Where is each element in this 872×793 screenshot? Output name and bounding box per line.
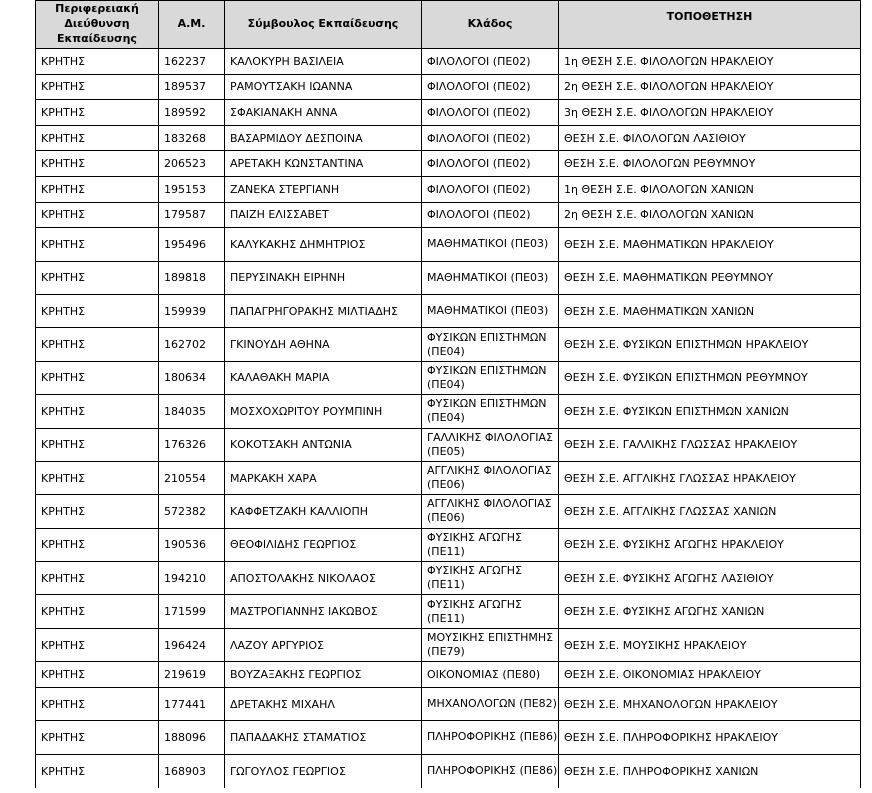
cell-advisor: ΚΑΦΦΕΤΖΑΚΗ ΚΑΛΛΙΟΠΗ — [225, 495, 422, 528]
cell-placement: ΘΕΣΗ Σ.Ε. ΜΑΘΗΜΑΤΙΚΩΝ ΧΑΝΙΩΝ — [559, 294, 861, 327]
table-row — [36, 228, 861, 261]
cell-placement: ΘΕΣΗ Σ.Ε. ΜΟΥΣΙΚΗΣ ΗΡΑΚΛΕΙΟΥ — [559, 628, 861, 661]
table-row — [36, 628, 861, 661]
cell-am: 572382 — [159, 495, 225, 528]
cell-placement: ΘΕΣΗ Σ.Ε. ΦΥΣΙΚΩΝ ΕΠΙΣΤΗΜΩΝ ΗΡΑΚΛΕΙΟΥ — [559, 328, 861, 361]
cell-branch: ΦΙΛΟΛΟΓΟΙ (ΠΕ02) — [422, 74, 559, 100]
table-row — [36, 49, 861, 75]
cell-placement: 1η ΘΕΣΗ Σ.Ε. ΦΙΛΟΛΟΓΩΝ ΧΑΝΙΩΝ — [559, 176, 861, 202]
cell-branch: ΦΙΛΟΛΟΓΟΙ (ΠΕ02) — [422, 176, 559, 202]
cell-am: 159939 — [159, 294, 225, 327]
placements-table — [35, 0, 861, 788]
cell-am: 162237 — [159, 49, 225, 75]
table-row — [36, 687, 861, 720]
cell-region: ΚΡΗΤΗΣ — [36, 176, 159, 202]
header-branch: Κλάδος — [422, 1, 559, 49]
cell-placement: ΘΕΣΗ Σ.Ε. ΜΑΘΗΜΑΤΙΚΩΝ ΗΡΑΚΛΕΙΟΥ — [559, 228, 861, 261]
cell-placement: ΘΕΣΗ Σ.Ε. ΦΥΣΙΚΗΣ ΑΓΩΓΗΣ ΗΡΑΚΛΕΙΟΥ — [559, 528, 861, 561]
cell-am: 189592 — [159, 100, 225, 126]
cell-advisor: ΚΑΛΟΚΥΡΗ ΒΑΣΙΛΕΙΑ — [225, 49, 422, 75]
header-region: Περιφερειακή Διεύθυνση Εκπαίδευσης — [36, 1, 159, 49]
cell-placement: ΘΕΣΗ Σ.Ε. ΠΛΗΡΟΦΟΡΙΚΗΣ ΧΑΝΙΩΝ — [559, 754, 861, 787]
table-row — [36, 74, 861, 100]
cell-region: ΚΡΗΤΗΣ — [36, 125, 159, 151]
cell-am: 183268 — [159, 125, 225, 151]
cell-placement: ΘΕΣΗ Σ.Ε. ΑΓΓΛΙΚΗΣ ΓΛΩΣΣΑΣ ΧΑΝΙΩΝ — [559, 495, 861, 528]
cell-am: 177441 — [159, 687, 225, 720]
table-row — [36, 461, 861, 494]
cell-region: ΚΡΗΤΗΣ — [36, 328, 159, 361]
table-row — [36, 361, 861, 394]
cell-branch: ΦΥΣΙΚΗΣ ΑΓΩΓΗΣ (ΠΕ11) — [422, 528, 559, 561]
cell-region: ΚΡΗΤΗΣ — [36, 428, 159, 461]
cell-am: 176326 — [159, 428, 225, 461]
cell-advisor: ΖΑΝΕΚΑ ΣΤΕΡΓΙΑΝΗ — [225, 176, 422, 202]
cell-region: ΚΡΗΤΗΣ — [36, 595, 159, 628]
cell-advisor: ΡΑΜΟΥΤΣΑΚΗ ΙΩΑΝΝΑ — [225, 74, 422, 100]
cell-region: ΚΡΗΤΗΣ — [36, 495, 159, 528]
table-row — [36, 595, 861, 628]
table-row — [36, 495, 861, 528]
cell-advisor: ΒΑΣΑΡΜΙΔΟΥ ΔΕΣΠΟΙΝΑ — [225, 125, 422, 151]
cell-am: 184035 — [159, 395, 225, 428]
cell-branch: ΦΙΛΟΛΟΓΟΙ (ΠΕ02) — [422, 151, 559, 177]
cell-branch: ΑΓΓΛΙΚΗΣ ΦΙΛΟΛΟΓΙΑΣ (ΠΕ06) — [422, 495, 559, 528]
cell-am: 196424 — [159, 628, 225, 661]
header-placement: ΤΟΠΟΘΕΤΗΣΗ — [559, 1, 861, 49]
cell-am: 179587 — [159, 202, 225, 228]
cell-am: 189818 — [159, 261, 225, 294]
cell-am: 206523 — [159, 151, 225, 177]
cell-branch: ΜΑΘΗΜΑΤΙΚΟΙ (ΠΕ03) — [422, 294, 559, 327]
table-row — [36, 125, 861, 151]
cell-advisor: ΠΑΠΑΓΡΗΓΟΡΑΚΗΣ ΜΙΛΤΙΑΔΗΣ — [225, 294, 422, 327]
cell-advisor: ΑΠΟΣΤΟΛΑΚΗΣ ΝΙΚΟΛΑΟΣ — [225, 562, 422, 595]
table-header-row — [36, 1, 861, 49]
table-row — [36, 100, 861, 126]
table-row — [36, 428, 861, 461]
cell-advisor: ΓΩΓΟΥΛΟΣ ΓΕΩΡΓΙΟΣ — [225, 754, 422, 787]
cell-advisor: ΠΑΠΑΔΑΚΗΣ ΣΤΑΜΑΤΙΟΣ — [225, 721, 422, 754]
cell-region: ΚΡΗΤΗΣ — [36, 361, 159, 394]
cell-branch: ΠΛΗΡΟΦΟΡΙΚΗΣ (ΠΕ86) — [422, 721, 559, 754]
cell-advisor: ΘΕΟΦΙΛΙΔΗΣ ΓΕΩΡΓΙΟΣ — [225, 528, 422, 561]
cell-advisor: ΜΑΡΚΑΚΗ ΧΑΡΑ — [225, 461, 422, 494]
table-row — [36, 176, 861, 202]
cell-advisor: ΑΡΕΤΑΚΗ ΚΩΝΣΤΑΝΤΙΝΑ — [225, 151, 422, 177]
cell-region: ΚΡΗΤΗΣ — [36, 100, 159, 126]
table-row — [36, 202, 861, 228]
cell-advisor: ΣΦΑΚΙΑΝΑΚΗ ΑΝΝΑ — [225, 100, 422, 126]
cell-placement: ΘΕΣΗ Σ.Ε. ΦΥΣΙΚΩΝ ΕΠΙΣΤΗΜΩΝ ΡΕΘΥΜΝΟΥ — [559, 361, 861, 394]
cell-placement: ΘΕΣΗ Σ.Ε. ΦΙΛΟΛΟΓΩΝ ΡΕΘΥΜΝΟΥ — [559, 151, 861, 177]
cell-region: ΚΡΗΤΗΣ — [36, 49, 159, 75]
cell-branch: ΜΟΥΣΙΚΗΣ ΕΠΙΣΤΗΜΗΣ (ΠΕ79) — [422, 628, 559, 661]
cell-placement: 3η ΘΕΣΗ Σ.Ε. ΦΙΛΟΛΟΓΩΝ ΗΡΑΚΛΕΙΟΥ — [559, 100, 861, 126]
cell-placement: ΘΕΣΗ Σ.Ε. ΦΥΣΙΚΗΣ ΑΓΩΓΗΣ ΛΑΣΙΘΙΟΥ — [559, 562, 861, 595]
cell-branch: ΦΙΛΟΛΟΓΟΙ (ΠΕ02) — [422, 125, 559, 151]
cell-branch: ΜΗΧΑΝΟΛΟΓΩΝ (ΠΕ82) — [422, 687, 559, 720]
cell-branch: ΠΛΗΡΟΦΟΡΙΚΗΣ (ΠΕ86) — [422, 754, 559, 787]
table-row — [36, 562, 861, 595]
cell-placement: ΘΕΣΗ Σ.Ε. ΦΙΛΟΛΟΓΩΝ ΛΑΣΙΘΙΟΥ — [559, 125, 861, 151]
cell-branch: ΦΥΣΙΚΩΝ ΕΠΙΣΤΗΜΩΝ (ΠΕ04) — [422, 395, 559, 428]
cell-am: 188096 — [159, 721, 225, 754]
cell-region: ΚΡΗΤΗΣ — [36, 687, 159, 720]
table-row — [36, 294, 861, 327]
cell-am: 194210 — [159, 562, 225, 595]
table-row — [36, 721, 861, 754]
cell-region: ΚΡΗΤΗΣ — [36, 294, 159, 327]
cell-advisor: ΛΑΖΟΥ ΑΡΓΥΡΙΟΣ — [225, 628, 422, 661]
cell-placement: ΘΕΣΗ Σ.Ε. ΟΙΚΟΝΟΜΙΑΣ ΗΡΑΚΛΕΙΟΥ — [559, 662, 861, 688]
cell-branch: ΦΥΣΙΚΗΣ ΑΓΩΓΗΣ (ΠΕ11) — [422, 562, 559, 595]
cell-am: 168903 — [159, 754, 225, 787]
cell-branch: ΜΑΘΗΜΑΤΙΚΟΙ (ΠΕ03) — [422, 228, 559, 261]
cell-branch: ΦΥΣΙΚΗΣ ΑΓΩΓΗΣ (ΠΕ11) — [422, 595, 559, 628]
cell-branch: ΑΓΓΛΙΚΗΣ ΦΙΛΟΛΟΓΙΑΣ (ΠΕ06) — [422, 461, 559, 494]
table-row — [36, 395, 861, 428]
document-page — [35, 0, 861, 788]
cell-region: ΚΡΗΤΗΣ — [36, 151, 159, 177]
cell-advisor: ΜΑΣΤΡΟΓΙΑΝΝΗΣ ΙΑΚΩΒΟΣ — [225, 595, 422, 628]
cell-am: 162702 — [159, 328, 225, 361]
cell-region: ΚΡΗΤΗΣ — [36, 754, 159, 787]
cell-region: ΚΡΗΤΗΣ — [36, 228, 159, 261]
cell-branch: ΦΙΛΟΛΟΓΟΙ (ΠΕ02) — [422, 100, 559, 126]
cell-region: ΚΡΗΤΗΣ — [36, 461, 159, 494]
cell-advisor: ΚΟΚΟΤΣΑΚΗ ΑΝΤΩΝΙΑ — [225, 428, 422, 461]
cell-am: 171599 — [159, 595, 225, 628]
cell-am: 190536 — [159, 528, 225, 561]
cell-placement: ΘΕΣΗ Σ.Ε. ΓΑΛΛΙΚΗΣ ΓΛΩΣΣΑΣ ΗΡΑΚΛΕΙΟΥ — [559, 428, 861, 461]
cell-region: ΚΡΗΤΗΣ — [36, 261, 159, 294]
table-row — [36, 261, 861, 294]
cell-placement: ΘΕΣΗ Σ.Ε. ΜΗΧΑΝΟΛΟΓΩΝ ΗΡΑΚΛΕΙΟΥ — [559, 687, 861, 720]
cell-am: 195496 — [159, 228, 225, 261]
cell-placement: 1η ΘΕΣΗ Σ.Ε. ΦΙΛΟΛΟΓΩΝ ΗΡΑΚΛΕΙΟΥ — [559, 49, 861, 75]
cell-branch: ΦΙΛΟΛΟΓΟΙ (ΠΕ02) — [422, 49, 559, 75]
cell-placement: ΘΕΣΗ Σ.Ε. ΦΥΣΙΚΗΣ ΑΓΩΓΗΣ ΧΑΝΙΩΝ — [559, 595, 861, 628]
cell-placement: ΘΕΣΗ Σ.Ε. ΠΛΗΡΟΦΟΡΙΚΗΣ ΗΡΑΚΛΕΙΟΥ — [559, 721, 861, 754]
cell-am: 180634 — [159, 361, 225, 394]
cell-advisor: ΚΑΛΑΘΑΚΗ ΜΑΡΙΑ — [225, 361, 422, 394]
cell-region: ΚΡΗΤΗΣ — [36, 202, 159, 228]
table-row — [36, 528, 861, 561]
cell-am: 195153 — [159, 176, 225, 202]
cell-placement: 2η ΘΕΣΗ Σ.Ε. ΦΙΛΟΛΟΓΩΝ ΗΡΑΚΛΕΙΟΥ — [559, 74, 861, 100]
cell-placement: ΘΕΣΗ Σ.Ε. ΜΑΘΗΜΑΤΙΚΩΝ ΡΕΘΥΜΝΟΥ — [559, 261, 861, 294]
cell-am: 210554 — [159, 461, 225, 494]
cell-branch: ΦΙΛΟΛΟΓΟΙ (ΠΕ02) — [422, 202, 559, 228]
table-row — [36, 662, 861, 688]
header-advisor: Σύμβουλος Εκπαίδευσης — [225, 1, 422, 49]
cell-region: ΚΡΗΤΗΣ — [36, 528, 159, 561]
cell-am: 219619 — [159, 662, 225, 688]
cell-region: ΚΡΗΤΗΣ — [36, 395, 159, 428]
cell-region: ΚΡΗΤΗΣ — [36, 662, 159, 688]
cell-region: ΚΡΗΤΗΣ — [36, 628, 159, 661]
cell-advisor: ΓΚΙΝΟΥΔΗ ΑΘΗΝΑ — [225, 328, 422, 361]
cell-branch: ΦΥΣΙΚΩΝ ΕΠΙΣΤΗΜΩΝ (ΠΕ04) — [422, 361, 559, 394]
cell-placement: 2η ΘΕΣΗ Σ.Ε. ΦΙΛΟΛΟΓΩΝ ΧΑΝΙΩΝ — [559, 202, 861, 228]
cell-advisor: ΒΟΥΖΑΞΑΚΗΣ ΓΕΩΡΓΙΟΣ — [225, 662, 422, 688]
cell-branch: ΟΙΚΟΝΟΜΙΑΣ (ΠΕ80) — [422, 662, 559, 688]
cell-advisor: ΠΕΡΥΣΙΝΑΚΗ ΕΙΡΗΝΗ — [225, 261, 422, 294]
header-am: Α.Μ. — [159, 1, 225, 49]
cell-region: ΚΡΗΤΗΣ — [36, 562, 159, 595]
cell-branch: ΓΑΛΛΙΚΗΣ ΦΙΛΟΛΟΓΙΑΣ (ΠΕ05) — [422, 428, 559, 461]
cell-region: ΚΡΗΤΗΣ — [36, 721, 159, 754]
cell-advisor: ΔΡΕΤΑΚΗΣ ΜΙΧΑΗΛ — [225, 687, 422, 720]
cell-advisor: ΜΟΣΧΟΧΩΡΙΤΟΥ ΡΟΥΜΠΙΝΗ — [225, 395, 422, 428]
cell-branch: ΦΥΣΙΚΩΝ ΕΠΙΣΤΗΜΩΝ (ΠΕ04) — [422, 328, 559, 361]
cell-advisor: ΠΑΙΖΗ ΕΛΙΣΣΑΒΕΤ — [225, 202, 422, 228]
cell-placement: ΘΕΣΗ Σ.Ε. ΑΓΓΛΙΚΗΣ ΓΛΩΣΣΑΣ ΗΡΑΚΛΕΙΟΥ — [559, 461, 861, 494]
cell-placement: ΘΕΣΗ Σ.Ε. ΦΥΣΙΚΩΝ ΕΠΙΣΤΗΜΩΝ ΧΑΝΙΩΝ — [559, 395, 861, 428]
cell-advisor: ΚΑΛΥΚΑΚΗΣ ΔΗΜΗΤΡΙΟΣ — [225, 228, 422, 261]
table-row — [36, 754, 861, 787]
table-body — [36, 49, 861, 788]
cell-am: 189537 — [159, 74, 225, 100]
cell-region: ΚΡΗΤΗΣ — [36, 74, 159, 100]
cell-branch: ΜΑΘΗΜΑΤΙΚΟΙ (ΠΕ03) — [422, 261, 559, 294]
table-row — [36, 328, 861, 361]
table-row — [36, 151, 861, 177]
